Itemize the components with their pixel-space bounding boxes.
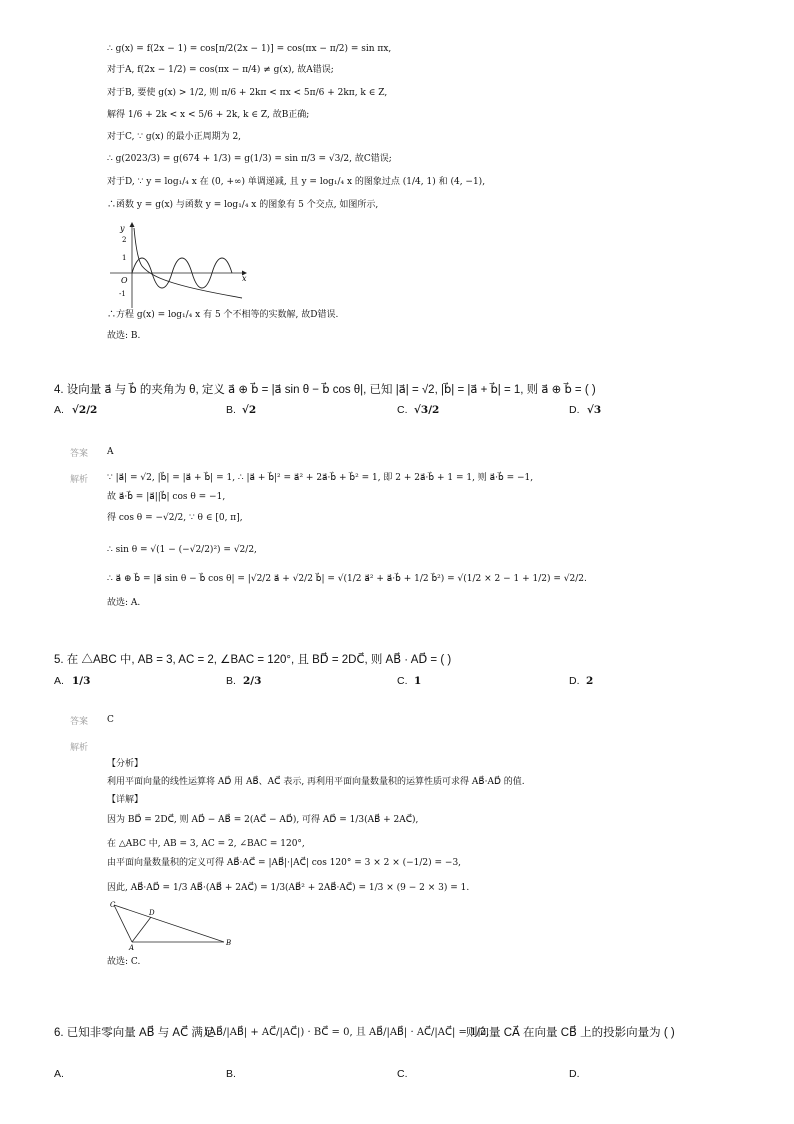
option-value: √3 bbox=[587, 404, 602, 416]
answer-tag: 答案 bbox=[70, 716, 89, 726]
option-value: 2/3 bbox=[243, 675, 262, 687]
segment-ad bbox=[132, 917, 151, 942]
vertex-label-d: D bbox=[149, 909, 155, 917]
option-label: C. bbox=[397, 404, 408, 416]
question-6-stem-end: 则向量 CA⃗ 在向量 CB⃗ 上的投影向量为 ( ) bbox=[466, 1027, 675, 1039]
solution-line: ∴ g(2023/3) = g(674 + 1/3) = g(1/3) = sin π/3 = √3/2, 故C错误; bbox=[107, 154, 392, 164]
analysis-line: ∵ |a⃗| = √2, |b⃗| = |a⃗ + b⃗| = 1, ∴ |a⃗ + b⃗|² = a⃗² + 2a⃗·b⃗ + b⃗² = 1, 即 2 + 2a⃗·b⃗ + 1 = 1, 则 a⃗·b⃗ = −1, bbox=[107, 473, 534, 483]
analysis-line: ∴ sin θ = √(1 − (−√2/2)²) = √2/2, bbox=[107, 545, 257, 555]
solution-line: ∴ g(x) = f(2x − 1) = cos[π/2(2x − 1)] = cos(πx − π/2) = sin πx, bbox=[107, 44, 392, 54]
analysis-line: 故选: A. bbox=[107, 598, 141, 608]
function-graph bbox=[108, 220, 253, 310]
tick-label-minus1: -1 bbox=[119, 290, 126, 298]
solution-line: 对于C, ∵ g(x) 的最小正周期为 2, bbox=[107, 132, 242, 142]
option-label: C. bbox=[397, 1068, 408, 1080]
solution-line: 对于D, ∵ y = log₁/₄ x 在 (0, +∞) 单调递减, 且 y = log₁/₄ x 的图象过点 (1/4, 1) 和 (4, −1), bbox=[107, 177, 486, 187]
solution-line: 解得 1/6 + 2k < x < 5/6 + 2k, k ∈ Z, 故B正确; bbox=[107, 110, 310, 120]
y-axis-label: y bbox=[120, 224, 125, 233]
analysis-line: 故选: C. bbox=[107, 957, 141, 967]
solution-line: 故选: B. bbox=[107, 331, 141, 341]
question-5-stem: 5. 在 △ABC 中, AB = 3, AC = 2, ∠BAC = 120°, 且 BD⃗ = 2DC⃗, 则 AB⃗ · AD⃗ = ( ) bbox=[54, 654, 452, 666]
option-label: D. bbox=[569, 1068, 580, 1080]
vertex-label-c: C bbox=[110, 901, 116, 909]
option-label: C. bbox=[397, 675, 408, 687]
analysis-line: 由平面向量数量积的定义可得 AB⃗·AC⃗ = |AB⃗|·|AC⃗| cos 120° = 3 × 2 × (−1/2) = −3, bbox=[107, 858, 462, 868]
option-value: 1/3 bbox=[72, 675, 91, 687]
analysis-line: 得 cos θ = −√2/2, ∵ θ ∈ [0, π], bbox=[107, 513, 243, 523]
option-label: B. bbox=[226, 675, 236, 687]
option-value: 2 bbox=[586, 675, 594, 687]
answer-value: C bbox=[107, 715, 114, 725]
option-label: B. bbox=[226, 1068, 236, 1080]
option-label: A. bbox=[54, 675, 64, 687]
option-label: A. bbox=[54, 1068, 64, 1080]
question-6-formula: (AB⃗/|AB⃗| + AC⃗/|AC⃗|) · BC⃗ = 0, 且 AB⃗/|AB⃗| · AC⃗/|AC⃗| = 1/2, bbox=[205, 1027, 490, 1038]
analysis-line: 故 a⃗·b⃗ = |a⃗||b⃗| cos θ = −1, bbox=[107, 492, 226, 502]
analysis-line: 因此, AB⃗·AD⃗ = 1/3 AB⃗·(AB⃗ + 2AC⃗) = 1/3(AB⃗² + 2AB⃗·AC⃗) = 1/3 × (9 − 2 × 3) = 1. bbox=[107, 883, 470, 893]
solution-line: 对于A, f(2x − 1/2) = cos(πx − π/4) ≠ g(x), 故A错误; bbox=[107, 65, 334, 75]
answer-tag: 答案 bbox=[70, 448, 89, 458]
tick-label-1: 1 bbox=[122, 254, 127, 262]
question-6-stem-start: 6. 已知非零向量 AB⃗ 与 AC⃗ 满足 bbox=[54, 1027, 215, 1039]
question-4-stem: 4. 设向量 a⃗ 与 b⃗ 的夹角为 θ, 定义 a⃗ ⊕ b⃗ = |a⃗ sin θ − b⃗ cos θ|, 已知 |a⃗| = √2, |b⃗| = |a⃗ + b⃗| = 1, 则 a⃗ ⊕ b⃗ = ( ) bbox=[54, 384, 596, 396]
analysis-line: 因为 BD⃗ = 2DC⃗, 则 AD⃗ − AB⃗ = 2(AC⃗ − AD⃗), 可得 AD⃗ = 1/3(AB⃗ + 2AC⃗), bbox=[107, 815, 419, 825]
analysis-line: 利用平面向量的线性运算将 AD⃗ 用 AB⃗、AC⃗ 表示, 再利用平面向量数量积的运算性质可求得 AB⃗·AD⃗ 的值. bbox=[107, 777, 525, 787]
analysis-line: ∴ a⃗ ⊕ b⃗ = |a⃗ sin θ − b⃗ cos θ| = |√2/2 a⃗ + √2/2 b⃗| = √(1/2 a⃗² + a⃗·b⃗ + 1/2 b⃗²) = √(1/2 × 2 − 1 + 1/2) = √2/2. bbox=[107, 574, 587, 584]
analysis-line: 【详解】 bbox=[107, 795, 144, 805]
triangle-figure bbox=[108, 900, 238, 950]
option-label: A. bbox=[54, 404, 64, 416]
solution-line: ∴函数 y = g(x) 与函数 y = log₁/₄ x 的图象有 5 个交点, 如图所示, bbox=[107, 200, 379, 210]
vertex-label-a: A bbox=[129, 944, 135, 952]
solution-line: 对于B, 要使 g(x) > 1/2, 则 π/6 + 2kπ < πx < 5π/6 + 2kπ, k ∈ Z, bbox=[107, 88, 388, 98]
segment-cb bbox=[114, 905, 224, 942]
tick-label-2: 2 bbox=[122, 236, 127, 244]
option-value: √2/2 bbox=[72, 404, 98, 416]
analysis-line: 【分析】 bbox=[107, 759, 144, 769]
vertex-label-b: B bbox=[226, 939, 232, 947]
x-axis-label: x bbox=[242, 274, 247, 283]
analysis-line: 在 △ABC 中, AB = 3, AC = 2, ∠BAC = 120°, bbox=[107, 839, 305, 849]
option-value: 1 bbox=[414, 675, 422, 687]
answer-value: A bbox=[107, 447, 114, 457]
analysis-tag: 解析 bbox=[70, 474, 89, 484]
option-label: D. bbox=[569, 675, 580, 687]
analysis-tag: 解析 bbox=[70, 742, 89, 752]
origin-label: O bbox=[121, 276, 128, 285]
option-value: √2 bbox=[242, 404, 257, 416]
solution-line: ∴方程 g(x) = log₁/₄ x 有 5 个不相等的实数解, 故D错误. bbox=[107, 310, 339, 320]
option-value: √3/2 bbox=[414, 404, 440, 416]
y-axis-arrow bbox=[130, 222, 135, 227]
option-label: D. bbox=[569, 404, 580, 416]
option-label: B. bbox=[226, 404, 236, 416]
